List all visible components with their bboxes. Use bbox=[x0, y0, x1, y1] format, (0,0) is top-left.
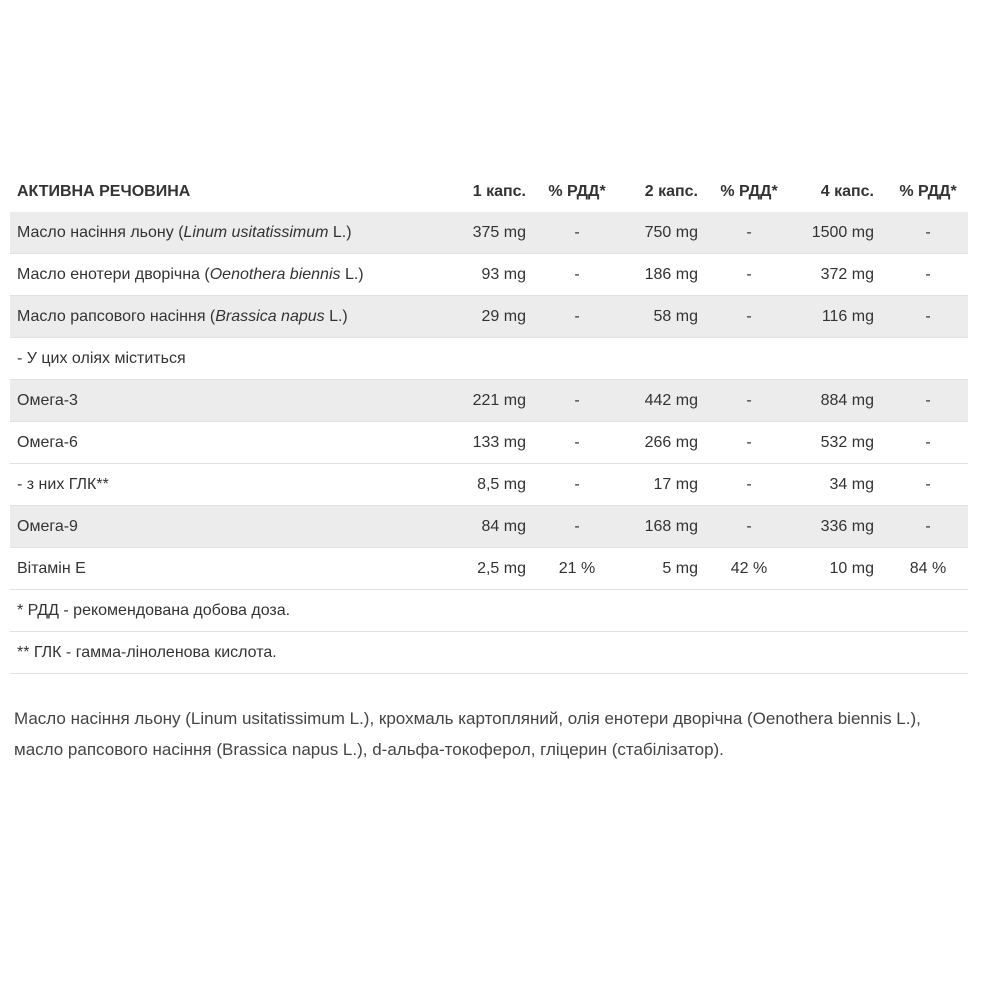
header-cap4: 4 капс. bbox=[820, 183, 874, 200]
header-rdd4: % РДД* bbox=[899, 183, 957, 200]
footnote-row bbox=[10, 632, 968, 674]
row-cap4: 532 mg bbox=[792, 422, 888, 464]
row-cap1: 221 mg bbox=[448, 380, 534, 422]
table-row bbox=[10, 296, 968, 338]
row-cap4: 1500 mg bbox=[792, 212, 888, 254]
row-cap2: 168 mg bbox=[620, 506, 706, 548]
row-cap2: 750 mg bbox=[620, 212, 706, 254]
row-cap4: 10 mg bbox=[792, 548, 888, 590]
row-rdd2: - bbox=[706, 212, 792, 254]
row-rdd1: - bbox=[534, 506, 620, 548]
row-cap4: 34 mg bbox=[792, 464, 888, 506]
header-rdd2: % РДД* bbox=[720, 183, 778, 200]
nutrition-table-container bbox=[10, 172, 968, 674]
row-name: - У цих оліях міститься bbox=[10, 338, 448, 380]
row-cap1: 93 mg bbox=[448, 254, 534, 296]
row-cap1: 133 mg bbox=[448, 422, 534, 464]
row-cap2: 17 mg bbox=[620, 464, 706, 506]
footnote-rdd: * РДД - рекомендована добова доза. bbox=[10, 590, 968, 632]
table-row bbox=[10, 254, 968, 296]
row-cap4: 884 mg bbox=[792, 380, 888, 422]
row-cap1: 8,5 mg bbox=[448, 464, 534, 506]
row-cap4: 336 mg bbox=[792, 506, 888, 548]
row-rdd4: - bbox=[888, 422, 968, 464]
row-name: - з них ГЛК** bbox=[10, 464, 448, 506]
row-rdd2: - bbox=[706, 380, 792, 422]
row-name: Масло енотери дворічна (Oenothera biennis L.) bbox=[10, 254, 448, 296]
row-cap2: 186 mg bbox=[620, 254, 706, 296]
row-name: Вітамін Е bbox=[10, 548, 448, 590]
table-row bbox=[10, 506, 968, 548]
row-cap1: 375 mg bbox=[448, 212, 534, 254]
row-rdd1: - bbox=[534, 212, 620, 254]
row-rdd4: - bbox=[888, 254, 968, 296]
row-name: Масло рапсового насіння (Brassica napus L.) bbox=[10, 296, 448, 338]
row-cap1: 29 mg bbox=[448, 296, 534, 338]
table-row bbox=[10, 548, 968, 590]
row-cap4: 116 mg bbox=[792, 296, 888, 338]
header-substance: АКТИВНА РЕЧОВИНА bbox=[17, 183, 191, 200]
row-rdd4: - bbox=[888, 380, 968, 422]
table-row bbox=[10, 422, 968, 464]
nutrition-table bbox=[10, 172, 968, 674]
row-cap2: 266 mg bbox=[620, 422, 706, 464]
table-row bbox=[10, 380, 968, 422]
footnote-glk: ** ГЛК - гамма-ліноленова кислота. bbox=[10, 632, 968, 674]
row-rdd2: - bbox=[706, 254, 792, 296]
table-row bbox=[10, 464, 968, 506]
footnote-row bbox=[10, 590, 968, 632]
row-rdd1: - bbox=[534, 254, 620, 296]
row-rdd2: - bbox=[706, 464, 792, 506]
row-cap2: 5 mg bbox=[620, 548, 706, 590]
row-rdd1: - bbox=[534, 380, 620, 422]
row-rdd4: - bbox=[888, 296, 968, 338]
row-rdd4: - bbox=[888, 212, 968, 254]
table-row bbox=[10, 212, 968, 254]
header-cap1: 1 капс. bbox=[472, 183, 526, 200]
row-cap1: 2,5 mg bbox=[448, 548, 534, 590]
row-name: Масло насіння льону (Linum usitatissimum L.) bbox=[10, 212, 448, 254]
row-rdd1: - bbox=[534, 464, 620, 506]
row-cap4: 372 mg bbox=[792, 254, 888, 296]
header-rdd1: % РДД* bbox=[548, 183, 606, 200]
row-name: Омега-3 bbox=[10, 380, 448, 422]
row-rdd4: - bbox=[888, 464, 968, 506]
row-rdd2: 42 % bbox=[706, 548, 792, 590]
table-row bbox=[10, 338, 968, 380]
row-rdd1: 21 % bbox=[534, 548, 620, 590]
composition-text: Масло насіння льону (Linum usitatissimum L.), крохмаль картопляний, олія енотери дворічна (Oenothera biennis L.), масло рапсового насіння (Brassica napus L.), d-альфа-токоферол, гліцерин (стабілізатор). bbox=[14, 709, 921, 759]
row-cap2: 442 mg bbox=[620, 380, 706, 422]
row-name: Омега-9 bbox=[10, 506, 448, 548]
table-header-row bbox=[10, 172, 968, 212]
row-cap1: 84 mg bbox=[448, 506, 534, 548]
row-rdd2: - bbox=[706, 296, 792, 338]
row-cap2: 58 mg bbox=[620, 296, 706, 338]
row-rdd2: - bbox=[706, 506, 792, 548]
row-rdd2: - bbox=[706, 422, 792, 464]
row-rdd1: - bbox=[534, 296, 620, 338]
row-rdd4: - bbox=[888, 506, 968, 548]
header-cap2: 2 капс. bbox=[644, 183, 698, 200]
row-rdd4: 84 % bbox=[888, 548, 968, 590]
row-name: Омега-6 bbox=[10, 422, 448, 464]
row-rdd1: - bbox=[534, 422, 620, 464]
